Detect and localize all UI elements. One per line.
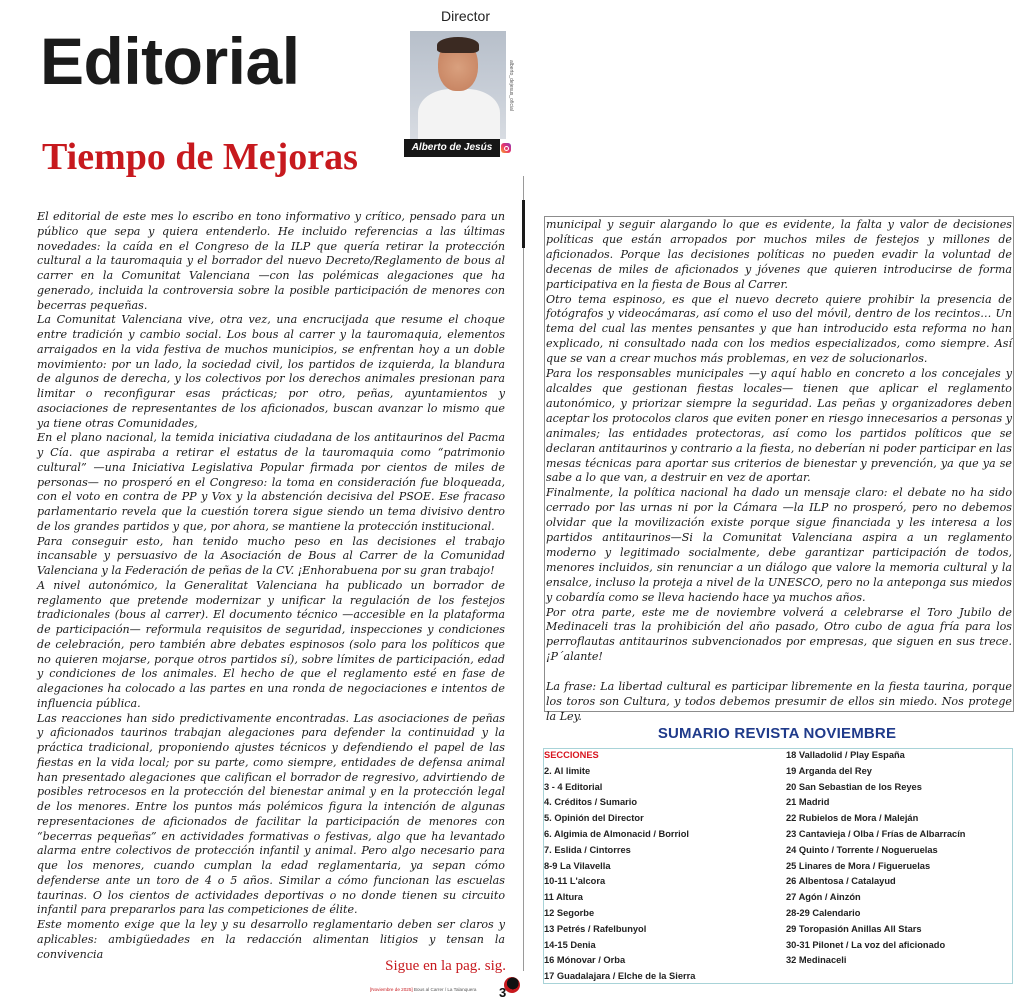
sumario-item: 7. Eslida / Cintorres	[544, 844, 631, 855]
blank-line	[546, 665, 1012, 680]
paragraph: A nivel autonómico, la Generalitat Valenciana ha publicado un borrador de reglamento que pretende modernizar y unificar la regulación de los festejos tradicionales (bous al carrer). El documento técnico —accesible en la plataforma de participación— reformula requisitos de seguridad, inspecciones y condiciones de celebración, pero también abre debates espinosos (solo para los políticos que no quieren mojarse, porque otros partidos sí), sobre límites de participación, edad y condiciones de los animales. El hecho de que el reglamento esté en fase de alegaciones ha colocado a las partes en una ronda de negociaciones e intentos de influencia pública.	[37, 578, 505, 710]
sumario-item: 24 Quinto / Torrente / Nogueruelas	[786, 844, 938, 855]
sumario-item: 2. Al limite	[544, 765, 591, 776]
article-right-box	[544, 216, 1014, 723]
sumario-item: 5. Opinión del Director	[544, 813, 644, 824]
sumario-item: 20 San Sebastian de los Reyes	[786, 781, 922, 792]
paragraph: municipal y seguir alargando lo que es evidente, la falta y valor de decisiones políticas que están arropados por muchos miles de festejos y millones de aficionados. Porque las decisiones políticas no pueden evadir la voluntad de decenas de miles de aficionados y jóvenes que quieren introducirse de forma participativa en la fiesta de Bous al Carrer.	[546, 218, 1012, 291]
director-photo	[410, 31, 506, 139]
paragraph: Por otra parte, este me de noviembre volverá a celebrarse el Toro Jubilo de Medinaceli tras la prohibición del año pasado, Otro cubo de agua fría para los perroflautas antitaurinos subvencionados por empresas, que siguen en sus trece. ¡P´alante!	[546, 605, 1012, 664]
sumario-title: SUMARIO REVISTA NOVIEMBRE	[657, 725, 897, 742]
masthead-title: Editorial	[40, 24, 300, 98]
sumario-item: 17 Guadalajara / Elche de la Sierra	[544, 971, 696, 982]
page-number: 3	[499, 985, 507, 1000]
sumario-item: 10-11 L'alcora	[544, 876, 606, 887]
column-marker	[522, 200, 525, 248]
sumario-item: 27 Agón / Ainzón	[786, 892, 861, 903]
page-footer	[370, 987, 476, 992]
sumario-item: 26 Albentosa / Catalayud	[786, 876, 896, 887]
paragraph: Otro tema espinoso, es que el nuevo decreto quiere prohibir la presencia de fotógrafos y videocámaras, así como el uso del móvil, dentro de los recintos… Un tema del cual las mentes pensantes y que han introducido esta reforma no han explicado, ni consultado nada con los medios especializados, como siempre. Así que se van a crear muchos más problemas, en vez de solucionarlos.	[546, 292, 1012, 366]
sumario-item: 23 Cantavieja / Olba / Frías de Albarracín	[786, 828, 966, 839]
bull-logo-icon	[504, 977, 520, 993]
paragraph: Este momento exige que la ley y su desarrollo reglamentario deben ser claros y aplicables: ambigüedades en la redacción alimentan litigios y tensan la convivencia	[37, 918, 505, 961]
sumario-right-list	[786, 749, 965, 970]
sumario-item: 6. Algimia de Almonacid / Borriol	[544, 828, 689, 839]
footer-issue: [Noviembre de 2025]	[370, 987, 413, 992]
paragraph: En el plano nacional, la temida iniciativa ciudadana de los antitaurinos del Pacma y Cía. que aspiraba a retirar el estatus de la tauromaquia como “patrimonio cultural” —una Iniciativa Legislativa Popular firmada por cientos de miles de personas— no prosperó en el Congreso: la toma en consideración fue bloqueada, con el voto en contra de PP y Vox y la abstención decisiva del PSOE. Ese fracaso parlamentario revela que la cuestión torera sigue siendo un tema divisivo dentro de los grandes partidos y que, por ahora, se mantiene la protección institucional.	[37, 431, 505, 533]
column-divider	[523, 176, 524, 971]
sumario-item: 19 Arganda del Rey	[786, 765, 872, 776]
sumario-item: 22 Rubielos de Mora / Maleján	[786, 813, 919, 824]
continue-next-page: Sigue en la pag. sig.	[385, 958, 506, 974]
sumario-item: 18 Valladolid / Play España	[786, 750, 905, 760]
director-label: Director	[441, 8, 491, 24]
photo-shirt	[418, 89, 500, 139]
sumario-item: 11 Altura	[544, 892, 583, 903]
article-headline: Tiempo de Mejoras	[42, 136, 358, 178]
photo-hair	[437, 37, 479, 53]
paragraph: Las reacciones han sido predictivamente encontradas. Las asociaciones de peñas y aficionados taurinos trabajan alegaciones para defender la continuidad y la práctica tradicional, proponiendo ajustes técnicos y defendiendo el papel de las fiestas en la vida local; por su parte, como siempre, entidades de defensa animal han presentado alegaciones que califican el borrador de regresivo, advirtiendo de posibles retrocesos en la protección del bienestar animal y en la protección legal de los menores. Entre los puntos más polémicos figura la intención de algunas representaciones de aficionados de facilitar la participación de menores con “becerras pequeñas” en actividades formativas o festivas, algo que ha levantado alarma entre colectivos de protección infantil y animal. Pero algo necesario para que los menores, cuando cumplan la edad reglamentaria, ya sepan cómo defenderse ante un toro de 4 o 5 años. Similar a cómo funcionan las escuelas taurinas. O los cientos de actividades deportivas o no donde tienen su circuito infantil para prepararlos para las competiciones de élite.	[37, 711, 505, 917]
sumario-item: 12 Segorbe	[544, 907, 595, 918]
paragraph: Para conseguir esto, han tenido mucho peso en las decisiones el trabajo incansable y persuasivo de la Asociación de Bous al Carrer de la Comunidad Valenciana y la Federación de peñas de la CV. ¡Enhorabuena por su gran trabajo!	[37, 534, 505, 577]
sumario-item: 13 Petrés / Rafelbunyol	[544, 923, 647, 934]
paragraph: El editorial de este mes lo escribo en tono informativo y crítico, pensado para un público que sepa y quiera entenderlo. He incluido referencias a las últimas novedades: la caída en el Congreso de la ILP que quería retirar la protección cultural a la tauromaquia y el borrador del nuevo Decreto/Reglamento de bous al carrer en la Comunitat Valenciana —con las polémicas alegaciones que ha generado, incluida la controversia sobre la posible participación de menores con becerras pequeñas.	[37, 210, 505, 312]
sumario-item: 14-15 Denia	[544, 939, 596, 950]
instagram-icon	[501, 143, 511, 153]
sumario-item: 29 Toropasión Anillas All Stars	[786, 923, 922, 934]
paragraph: Para los responsables municipales —y aquí hablo en concreto a los concejales y alcaldes que gestionan fiestas locales— tienen que aplicar el reglamento autonómico, y priorizar siempre la seguridad. Las peñas y organizadores deben aceptar los protocolos claros que eviten poner en riesgo innecesarios a personas y animales; las entidades protectoras, así como los partidos políticos que se declaran antitaurinos y contrario a la fiesta, no deberían ni poder participar en las mesas técnicas para aportar sus criterios de bienestar y prevención, ya que ya se sabe a lo que van, a destruir en vez de aportar.	[546, 367, 1012, 485]
sumario-item: 8-9 La Vilavella	[544, 860, 611, 871]
sumario-item: 21 Madrid	[786, 797, 830, 808]
sumario-item: 16 Mónovar / Orba	[544, 955, 626, 966]
sumario-item: 30-31 Pilonet / La voz del aficionado	[786, 939, 946, 950]
footer-publication: Bous al Carrer / La Talanquera	[412, 987, 477, 992]
author-name-plate: Alberto de Jesús	[404, 139, 500, 157]
paragraph: La Comunitat Valenciana vive, otra vez, una encrucijada que resume el choque entre tradición y cambio social. Los bous al carrer y la tauromaquia, elementos arraigados en la vida festiva de muchos municipios, se enfrentan hoy a un doble movimiento: por un lado, la sociedad civil, los partidos de izquierda, la blandura de algunos de derecha, y los colectivos por los derechos animales presionan para limitar o reconfigurar esas prácticas; por otro, peñas, ayuntamientos y asociaciones de representantes de los aficionados, buscan avanzar lo mismo que ya tiene otras Comunidades,	[37, 313, 505, 430]
sumario-item: 25 Linares de Mora / Figueruelas	[786, 860, 931, 871]
sumario-item: 32 Medinaceli	[786, 955, 847, 966]
sumario-left-list	[544, 749, 695, 986]
sumario-item: 3 - 4 Editorial	[544, 781, 603, 792]
sumario-item: 28-29 Calendario	[786, 907, 861, 918]
sumario-sections-label: SECCIONES	[544, 750, 599, 760]
sumario-item: 4. Créditos / Sumario	[544, 797, 637, 808]
paragraph: Finalmente, la política nacional ha dado un mensaje claro: el debate no ha sido cerrado por las urnas ni por la Cámara —la ILP no prosperó, pero no debemos olvidar que la movilización existe porque sigue financiada y les interesa a los partidos antitaurinos—Si la Comunitat Valenciana aspira a un reglamento moderno y legitimado socialmente, debe garantizar participación de todos, menores incluidos, sin renunciar a un diálogo que valore la memoria cultural y la ensalce, incluso la proteja a nivel de la UNESCO, pero no la anteponga sus miedos y cobardía como se lleva haciendo hace ya muchos años.	[546, 486, 1012, 604]
quote-paragraph: La frase: La libertad cultural es participar libremente en la fiesta taurina, porque los toros son Cultura, y todos debemos presumir de ellos sin miedo. Nos protege la Ley.	[546, 680, 1012, 723]
photo-credit: alberto_dejesus_oficial	[508, 60, 514, 111]
article-left-column	[37, 210, 505, 962]
